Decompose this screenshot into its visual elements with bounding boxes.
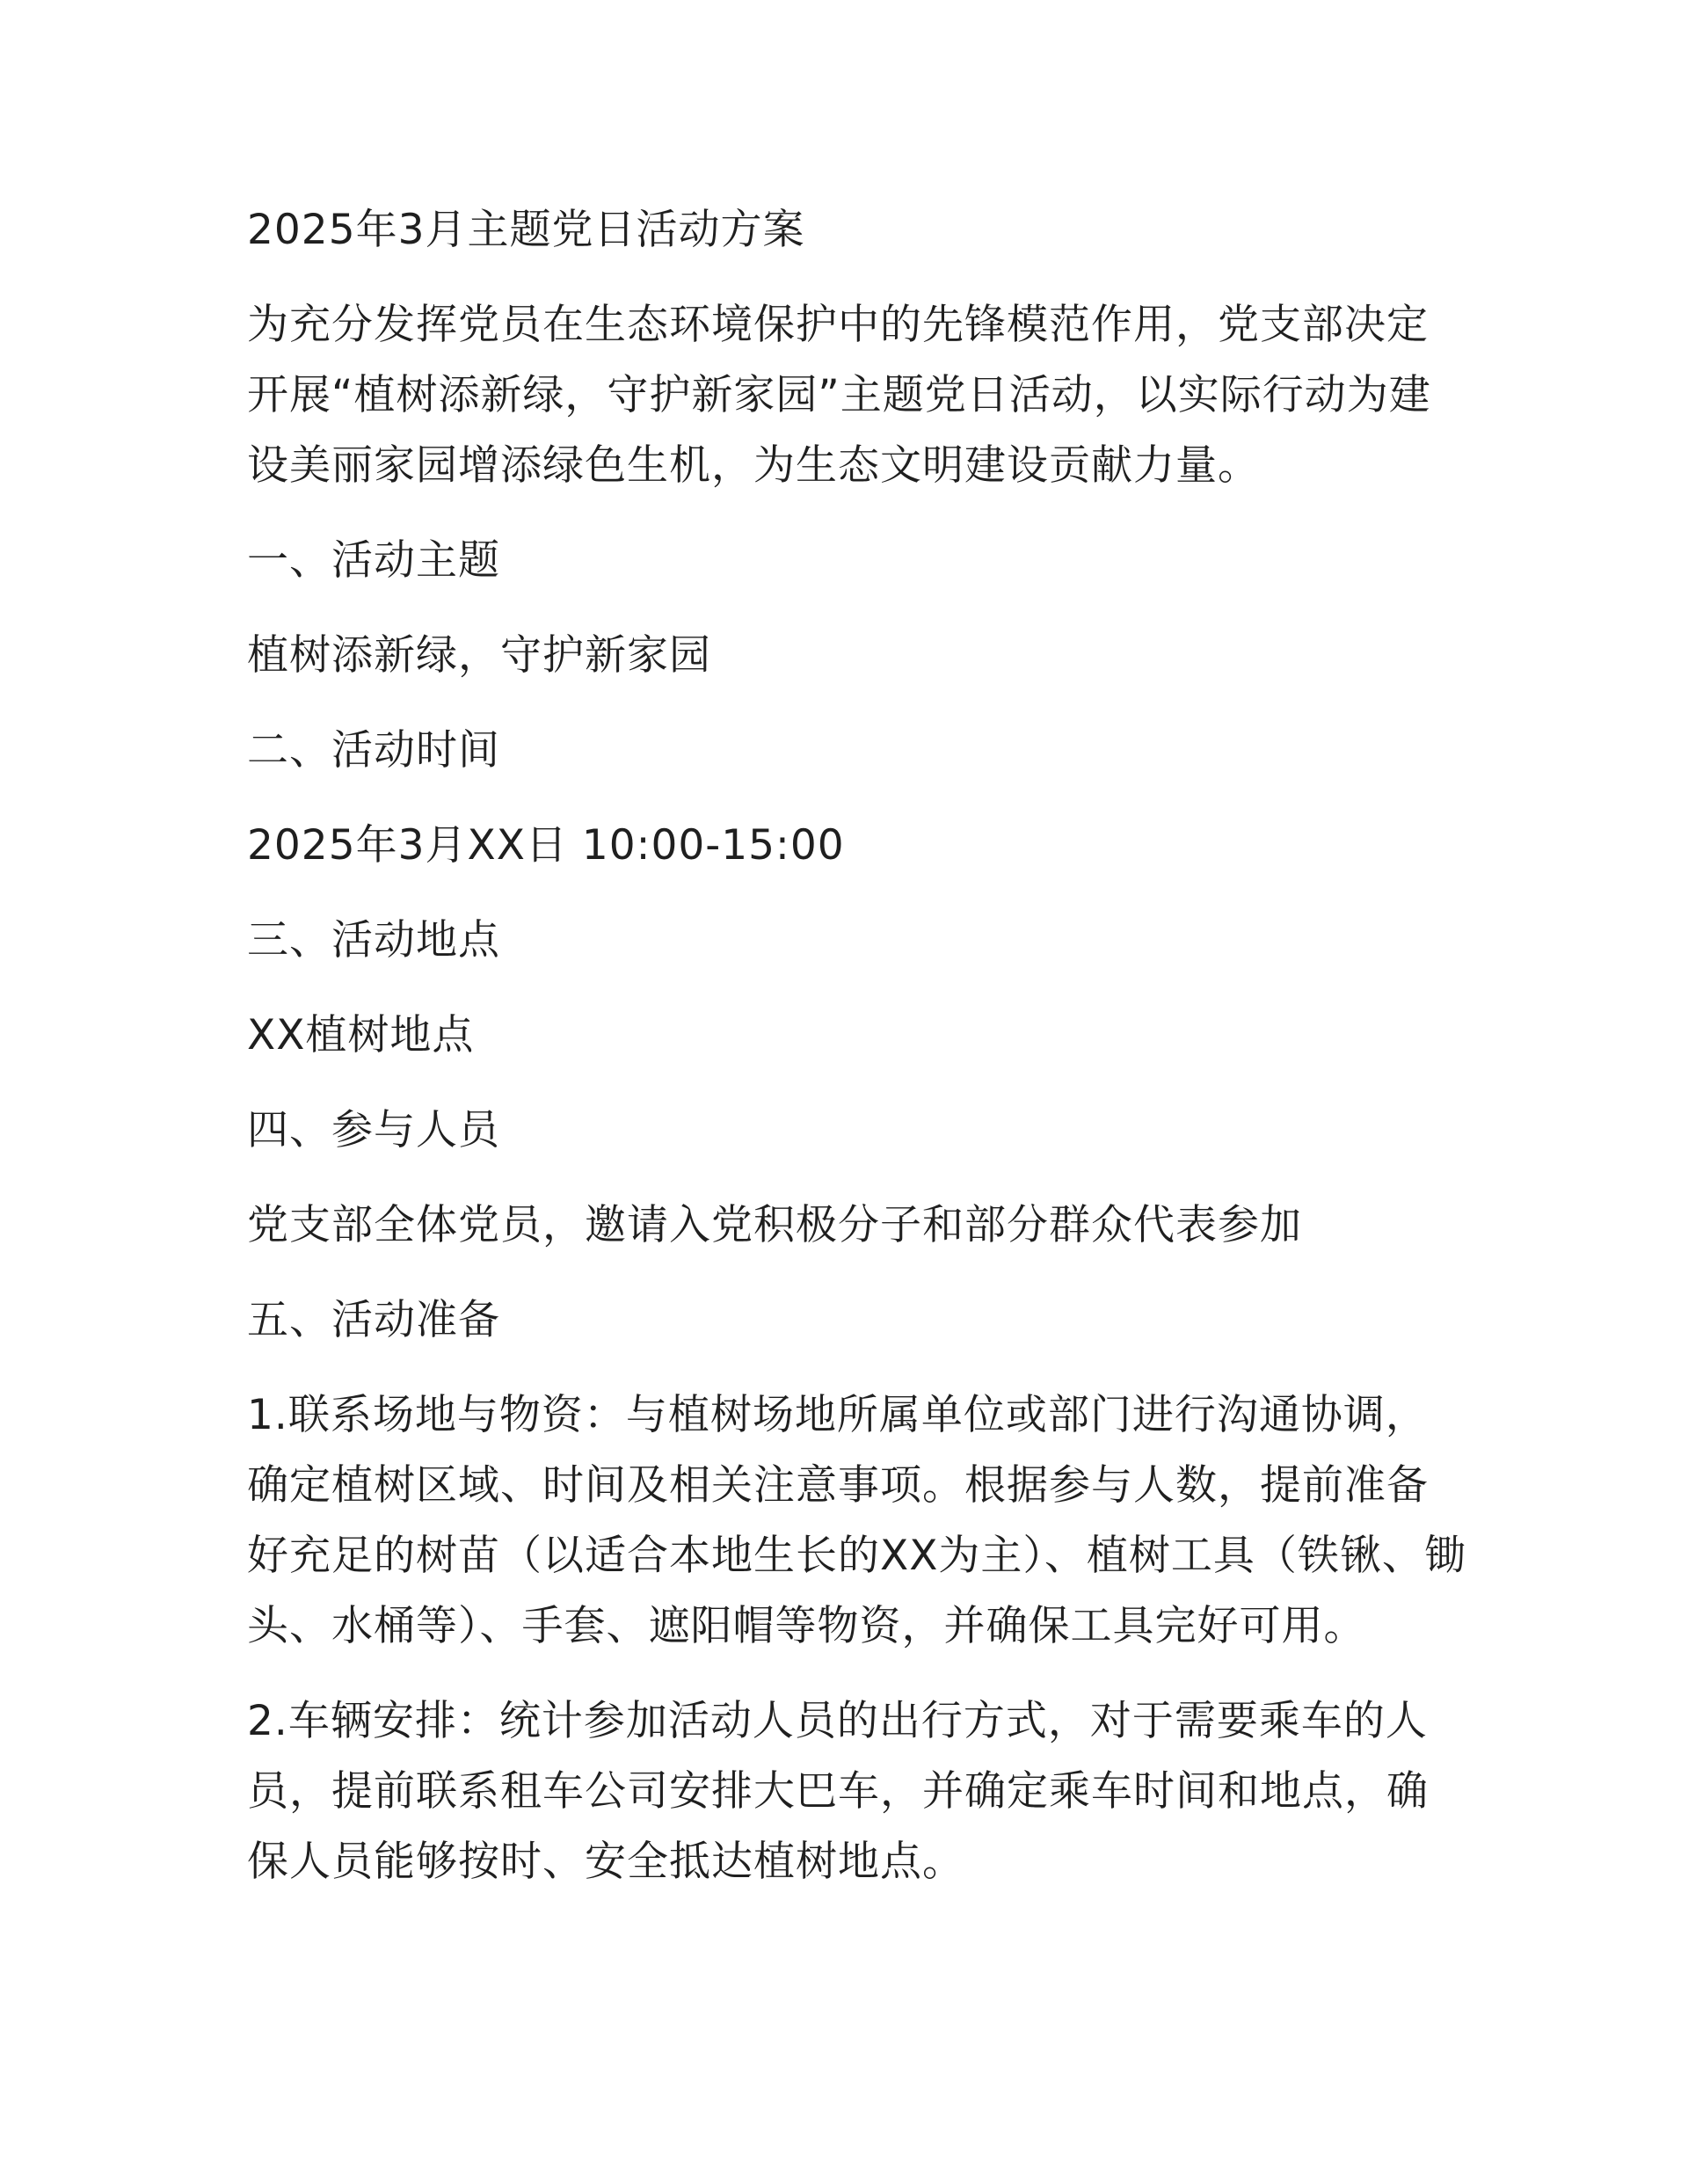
document-body: [247, 195, 1469, 1897]
section-heading-preparation: 五、活动准备: [247, 1296, 500, 1344]
section-body-theme: 植树添新绿，守护新家园: [247, 631, 711, 680]
section-heading-time: 二、活动时间: [247, 726, 500, 775]
document-title: 2025年3月主题党日活动方案: [247, 206, 805, 254]
preparation-item-vehicles: 2.车辆安排：统计参加活动人员的出行方式，对于需要乘车的人员，提前联系租车公司安排大巴车，并确定乘车时间和地点，确保人员能够按时、安全抵达植树地点。: [247, 1697, 1429, 1886]
intro-paragraph: 为充分发挥党员在生态环境保护中的先锋模范作用，党支部决定开展“植树添新绿，守护新家园”主题党日活动，以实际行动为建设美丽家园增添绿色生机，为生态文明建设贡献力量。: [247, 301, 1431, 490]
section-heading-theme: 一、活动主题: [247, 536, 500, 585]
section-body-time: 2025年3月XX日 10:00-15:00: [247, 821, 845, 870]
section-heading-participants: 四、参与人员: [247, 1106, 500, 1154]
section-body-participants: 党支部全体党员，邀请入党积极分子和部分群众代表参加: [247, 1201, 1302, 1249]
preparation-item-venue-supplies: 1.联系场地与物资：与植树场地所属单位或部门进行沟通协调，确定植树区域、时间及相关注意事项。根据参与人数，提前准备好充足的树苗（以适合本地生长的XX为主）、植树工具（铁锹、锄头、水桶等）、手套、遮阳帽等物资，并确保工具完好可用。: [247, 1391, 1466, 1650]
section-body-location: XX植树地点: [247, 1011, 475, 1059]
section-heading-location: 三、活动地点: [247, 916, 500, 965]
